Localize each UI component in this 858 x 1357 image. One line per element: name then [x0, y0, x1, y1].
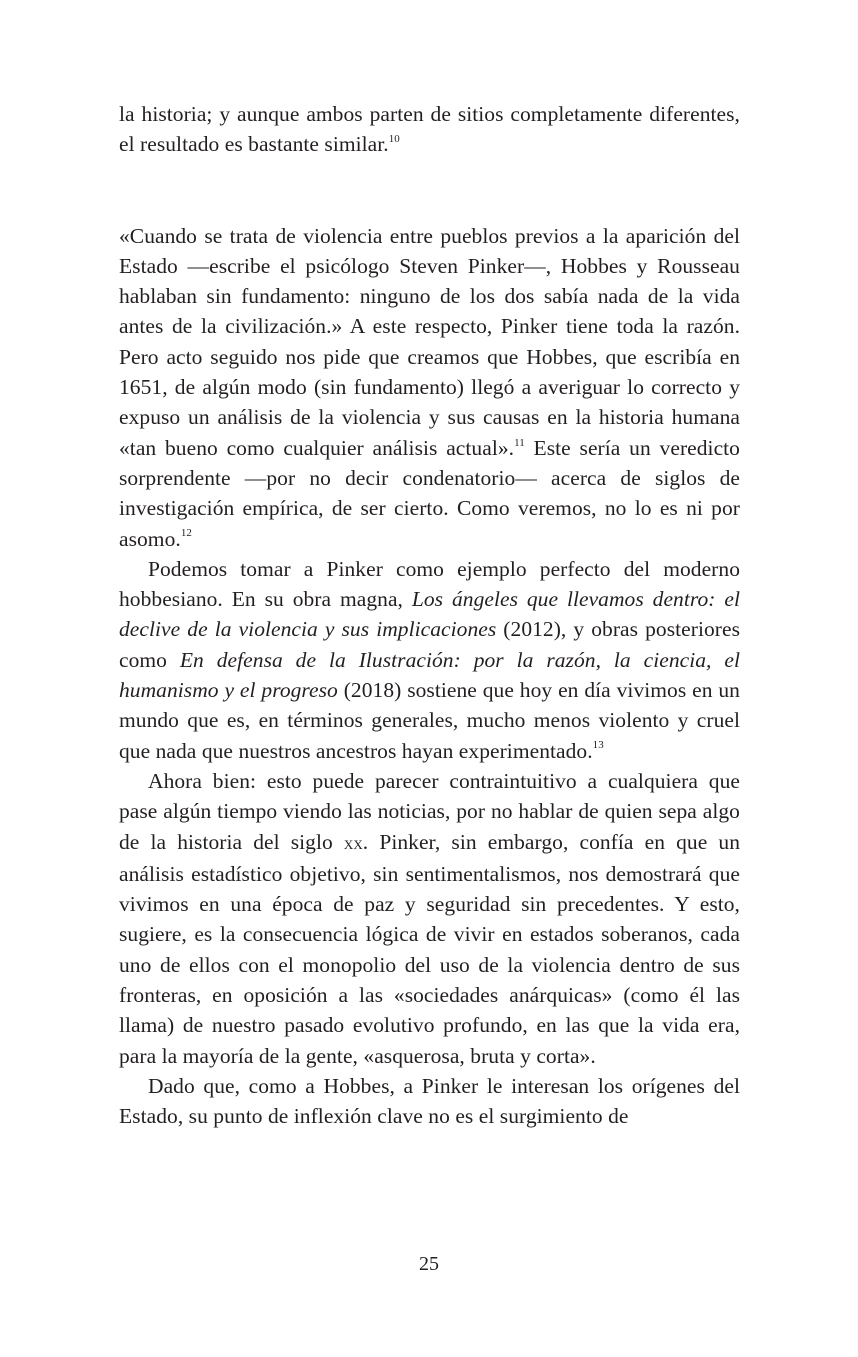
page-body [119, 99, 740, 1132]
paragraph-5 [119, 1071, 740, 1132]
paragraph-2 [119, 221, 740, 554]
footnote-ref-13[interactable]: 13 [592, 739, 604, 752]
paragraph-3-text-c: (2018) sostiene que hoy en día vivimos en un mundo que es, en términos generales, mucho menos violento y cruel que nada que nuestros ancestros hayan experimentado. [119, 678, 740, 763]
book-title-angeles: Los ángeles que llevamos dentro: el declive de la violencia y sus implicaciones [119, 587, 741, 642]
paragraph-5-text: Dado que, como a Hobbes, a Pinker le interesan los orígenes del Estado, su punto de inflexión clave no es el surgimiento de [119, 1073, 740, 1129]
footnote-ref-12[interactable]: 12 [180, 527, 192, 540]
paragraph-3-text-a: Podemos tomar a Pinker como ejemplo perfecto del moderno hobbesiano. En su obra magna, [119, 556, 740, 612]
paragraph-3 [119, 554, 740, 766]
century-small-caps: xx [343, 832, 363, 854]
paragraph-1 [119, 99, 740, 160]
paragraph-2-text-b: Este sería un veredicto sorprendente —por no decir condenatorio— acerca de siglos de investigación empírica, de ser cierto. Como veremos, no lo es ni por asomo. [119, 435, 740, 551]
footnote-ref-10[interactable]: 10 [388, 133, 400, 146]
footnote-ref-11[interactable]: 11 [514, 436, 525, 449]
paragraph-2-text-a: «Cuando se trata de violencia entre pueblos previos a la aparición del Estado —escribe el psicólogo Steven Pinker—, Hobbes y Rousseau hablaban sin fundamento: ninguno de los dos sabía nada de la vida antes de la civilización.» A este respecto, Pinker tiene toda la razón. Pero acto seguido nos pide que creamos que Hobbes, que escribía en 1651, de algún modo (sin fundamento) llegó a averiguar lo correcto y expuso un análisis de la violencia y sus causas en la historia humana «tan bueno como cualquier análisis actual». [119, 223, 740, 460]
page-number: 25 [419, 1253, 439, 1275]
paragraph-4-text-a: Ahora bien: esto puede parecer contraintuitivo a cualquiera que pase algún tiempo viendo las noticias, por no hablar de quien sepa algo de la historia del siglo [119, 768, 740, 854]
paragraph-3-text-b: (2012), y obras posteriores como [119, 617, 741, 672]
book-title-ilustracion: En defensa de la Ilustración: por la razón, la ciencia, el humanismo y el progreso [119, 647, 740, 703]
paragraph-4-text-b: . Pinker, sin embargo, confía en que un análisis estadístico objetivo, sin sentimentalismos, nos demostrará que vivimos en una época de paz y seguridad sin precedentes. Y esto, sugiere, es la consecuencia lógica de vivir en estados soberanos, cada uno de ellos con el monopolio del uso de la violencia dentro de sus fronteras, en oposición a las «sociedades anárquicas» (como él las llama) de nuestro pasado evolutivo profundo, en las que la vida era, para la mayoría de la gente, «asquerosa, bruta y corta». [119, 829, 740, 1068]
paragraph-1-text: la historia; y aunque ambos parten de sitios completamente diferentes, el resultado es bastante similar. [119, 102, 740, 157]
paragraph-4 [119, 766, 740, 1071]
